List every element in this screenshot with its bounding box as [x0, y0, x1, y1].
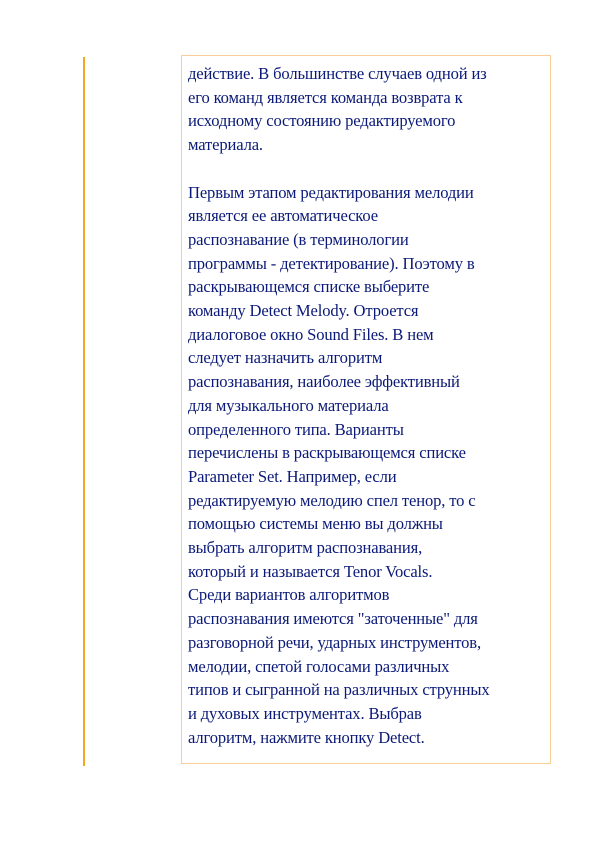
paragraph-2: Первым этапом редактирования мелодии является ее автоматическое распознавание (в терминологии программы - детектирование). Поэтому в раскрывающемся списке выберите команду Detect Melody. Отроется диалоговое окно Sound Files. В нем следует назначить алгоритм распознавания, наиболее эффективный для музыкального материала определенного типа. Варианты перечислены в раскрывающемся списке Parameter Set. Например, если редактируемую мелодию спел тенор, то с помощью системы меню вы должны выбрать алгоритм распознавания, который и называется Tenor Vocals. Среди вариантов алгоритмов распознавания имеются "заточенные" для разговорной речи, ударных инструментов, мелодии, спетой голосами различных типов и сыгранной на различных струнных и духовых инструментах. Выбрав алгоритм, нажмите кнопку Detect. — [188, 182, 490, 747]
paragraph-gap — [188, 157, 546, 181]
paragraph-1: действие. В большинстве случаев одной из его команд является команда возврата к исходному состоянию редактируемого материала. — [188, 64, 487, 155]
margin-rule — [83, 57, 85, 766]
text-frame — [181, 55, 551, 764]
